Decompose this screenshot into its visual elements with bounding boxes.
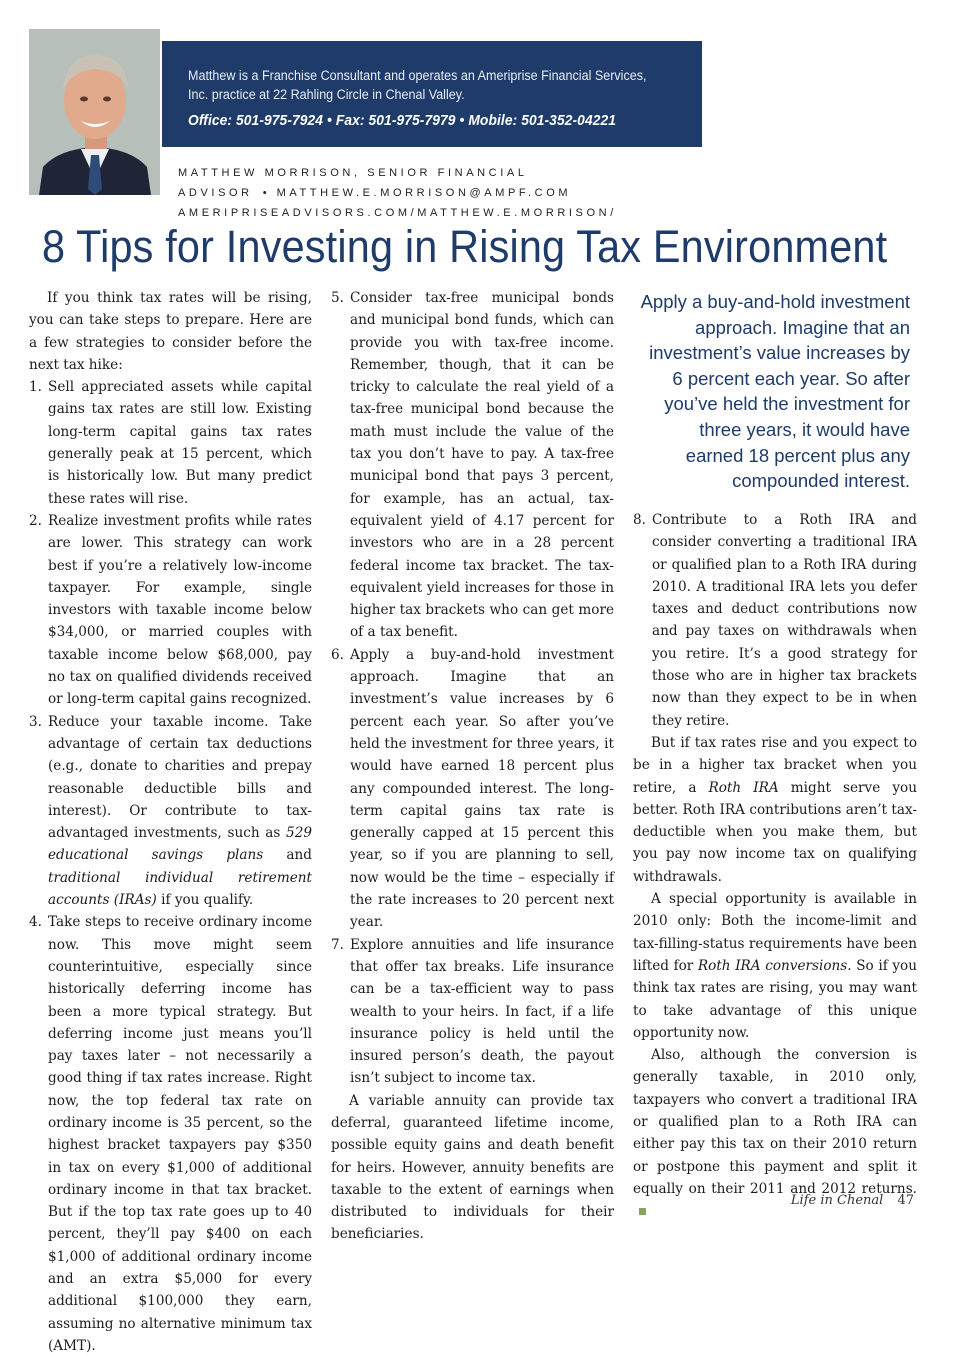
page-number: 47 bbox=[897, 1193, 914, 1208]
tip-text: Explore annuities and life insurance that offer tax breaks. Life insurance can be a tax-efficient way to pass wealth to your heirs. In fact, if a life insurance policy is held until the insured person’s death, the payout isn’t subject to income tax. bbox=[350, 936, 614, 1087]
tip-number: 3. bbox=[29, 713, 42, 730]
tip-item bbox=[29, 911, 312, 1357]
pull-quote: Apply a buy-and-hold investment approach. Imagine that an investment’s value increases by 6 percent each year. So after you’ve held the investment for three years, it would have earned 18 percent plus any compounded interest. bbox=[640, 291, 910, 492]
tip-item bbox=[633, 509, 917, 732]
contact-numbers: Office: 501-975-7924 • Fax: 501-975-7979 • Mobile: 501-352-04221 bbox=[188, 112, 617, 129]
tip-number: 6. bbox=[331, 646, 344, 663]
tip-text: Sell appreciated assets while capital gains tax rates are still low. Existing long-term capital gains tax rates generally peak at 15 percent, which is historically low. But many predict these rates will rise. bbox=[48, 379, 312, 507]
paragraph-emphasis: Roth IRA conversions. bbox=[697, 957, 852, 974]
page-footer bbox=[791, 1193, 914, 1208]
roth-paragraph bbox=[633, 732, 917, 888]
intro-paragraph: If you think tax rates will be rising, you can take steps to prepare. Here are a few strategies to consider before the next tax hike: bbox=[29, 290, 312, 373]
tip-text: Apply a buy-and-hold investment approach. Imagine that an investment’s value increases by 6 percent each year. So after you’ve held the investment for three years, it would have earned 18 percent plus any compounded interest. The long-term capital gains tax rate is generally capped at 15 percent this year, so if you are planning to sell, now would be the time – especially if the rate increases to 20 percent next year. bbox=[350, 646, 614, 931]
article-title: 8 Tips for Investing in Rising Tax Environment bbox=[42, 221, 888, 272]
article-column-2 bbox=[331, 287, 614, 1246]
tip-item bbox=[331, 644, 614, 934]
byline bbox=[178, 163, 878, 223]
tip-text: Consider tax-free municipal bonds and municipal bond funds, which can provide you with tax-free income. Remember, though, that it can be tricky to calculate the real yield of a tax-free municipal bond because the math must include the value of the tax you don’t have to pay. A tax-free municipal bond that pays 3 percent, for example, has an actual, tax-equivalent yield of 4.17 percent for investors who are in a 28 percent federal income tax bracket. The tax-equivalent yield increases for those in higher tax brackets who can get more of a tax benefit. bbox=[350, 290, 614, 641]
tip-text: Realize investment profits while rates are lower. This strategy can work best if you’re a relatively low-income taxpayer. For example, single investors with taxable income below $34,000, or married couples with taxable income below $68,000, pay no tax on qualified dividends received or long-term capital gains recognized. bbox=[48, 512, 312, 708]
tip-number: 2. bbox=[29, 512, 42, 529]
special-opportunity-paragraph bbox=[633, 888, 917, 1044]
tip-item bbox=[29, 510, 312, 711]
tip-text: and bbox=[263, 847, 312, 864]
annuity-paragraph: A variable annuity can provide tax deferral, guaranteed lifetime income, possible equity gains and death benefit for heirs. However, annuity benefits are taxable to the extent of earnings when distributed to individuals for their beneficiaries. bbox=[331, 1092, 614, 1243]
byline-bullet: • bbox=[262, 187, 267, 199]
tip-number: 5. bbox=[331, 290, 344, 306]
paragraph-text: A special opportunity is available in 2010 only: Both the income-limit and tax-filling-status requirements have been lifted for bbox=[633, 891, 917, 974]
paragraph-text: Also, although the conversion is generally taxable, in 2010 only, taxpayers who convert a traditional IRA or qualified plan to a Roth IRA can either pay this tax on their 2010 return or postpone this payment and split it equally on their 2011 and 2012 returns. bbox=[633, 1047, 917, 1197]
tip-text: Reduce your taxable income. Take advantage of certain tax deductions (e.g., donate to charities and prepay reasonable deductible bills and interest). Or contribute to tax-advantaged investments, such as bbox=[48, 713, 312, 842]
tip-number: 1. bbox=[29, 379, 42, 396]
tip-item bbox=[29, 711, 312, 912]
tip-text: Take steps to receive ordinary income now. This move might seem counterintuitive, especially since historically deferring income has been a more typical strategy. But deferring income just means you’ll pay taxes later – not necessarily a good thing if tax rates increase. Right now, the top federal tax rate on ordinary income is 35 percent, so the highest bracket taxpayers pay $350 in tax on every $1,000 of additional ordinary income in that tax bracket. But if the top tax rate goes up to 40 percent, they’ll pay $400 on each $1,000 of additional ordinary income and an extra $5,000 for every additional $100,000 they earn, assuming no alternative minimum tax (AMT). bbox=[48, 914, 312, 1354]
tip-emphasis: traditional individual retirement accounts (IRAs) bbox=[48, 869, 312, 909]
end-of-article-icon bbox=[639, 1208, 646, 1215]
paragraph-emphasis: Roth IRA bbox=[708, 779, 779, 796]
tips-list-part-2 bbox=[331, 287, 614, 1090]
tip-item bbox=[29, 376, 312, 510]
author-photo bbox=[29, 29, 160, 195]
article-column-3 bbox=[633, 509, 917, 1223]
tip-number: 4. bbox=[29, 914, 42, 931]
tips-list-part-1 bbox=[29, 376, 312, 1357]
paragraph-text: So if you think tax rates are rising, you may want to take advantage of this unique opportunity now. bbox=[633, 957, 917, 1041]
advisor-info-banner bbox=[162, 41, 702, 147]
advisor-description: Matthew is a Franchise Consultant and operates an Ameriprise Financial Services, Inc. practice at 22 Rahling Circle in Chenal Valley. bbox=[188, 68, 647, 102]
byline-name: MATTHEW MORRISON, SENIOR FINANCIAL ADVISOR bbox=[178, 167, 528, 199]
publication-name: Life in Chenal bbox=[790, 1193, 884, 1208]
tip-text: if you qualify. bbox=[156, 892, 254, 909]
tip-number: 8. bbox=[633, 512, 646, 528]
byline-email[interactable]: MATTHEW.E.MORRISON@AMPF.COM bbox=[276, 187, 572, 199]
tip-item bbox=[331, 287, 614, 644]
tip-emphasis: 529 educational savings plans bbox=[48, 825, 312, 864]
tip-number: 7. bbox=[331, 936, 344, 953]
tip-text: Contribute to a Roth IRA and consider converting a traditional IRA or qualified plan to a Roth IRA during 2010. A traditional IRA lets you defer taxes and deduct contributions now and pay taxes on withdrawals when you retire. It’s a good strategy for those who are in higher tax brackets now than they expect to be in when they retire. bbox=[652, 512, 917, 729]
tip-item bbox=[331, 934, 614, 1090]
tips-list-part-3 bbox=[633, 509, 917, 732]
byline-url[interactable]: AMERIPRISEADVISORS.COM/MATTHEW.E.MORRISON/ bbox=[178, 207, 617, 219]
paragraph-text: might serve you better. Roth IRA contributions aren’t tax-deductible when you make them, but you pay now income tax on qualifying withdrawals. bbox=[633, 779, 917, 885]
article-column-1 bbox=[29, 287, 312, 1357]
paragraph-text: But if tax rates rise and you expect to be in a higher tax bracket when you retire, a bbox=[633, 734, 917, 796]
